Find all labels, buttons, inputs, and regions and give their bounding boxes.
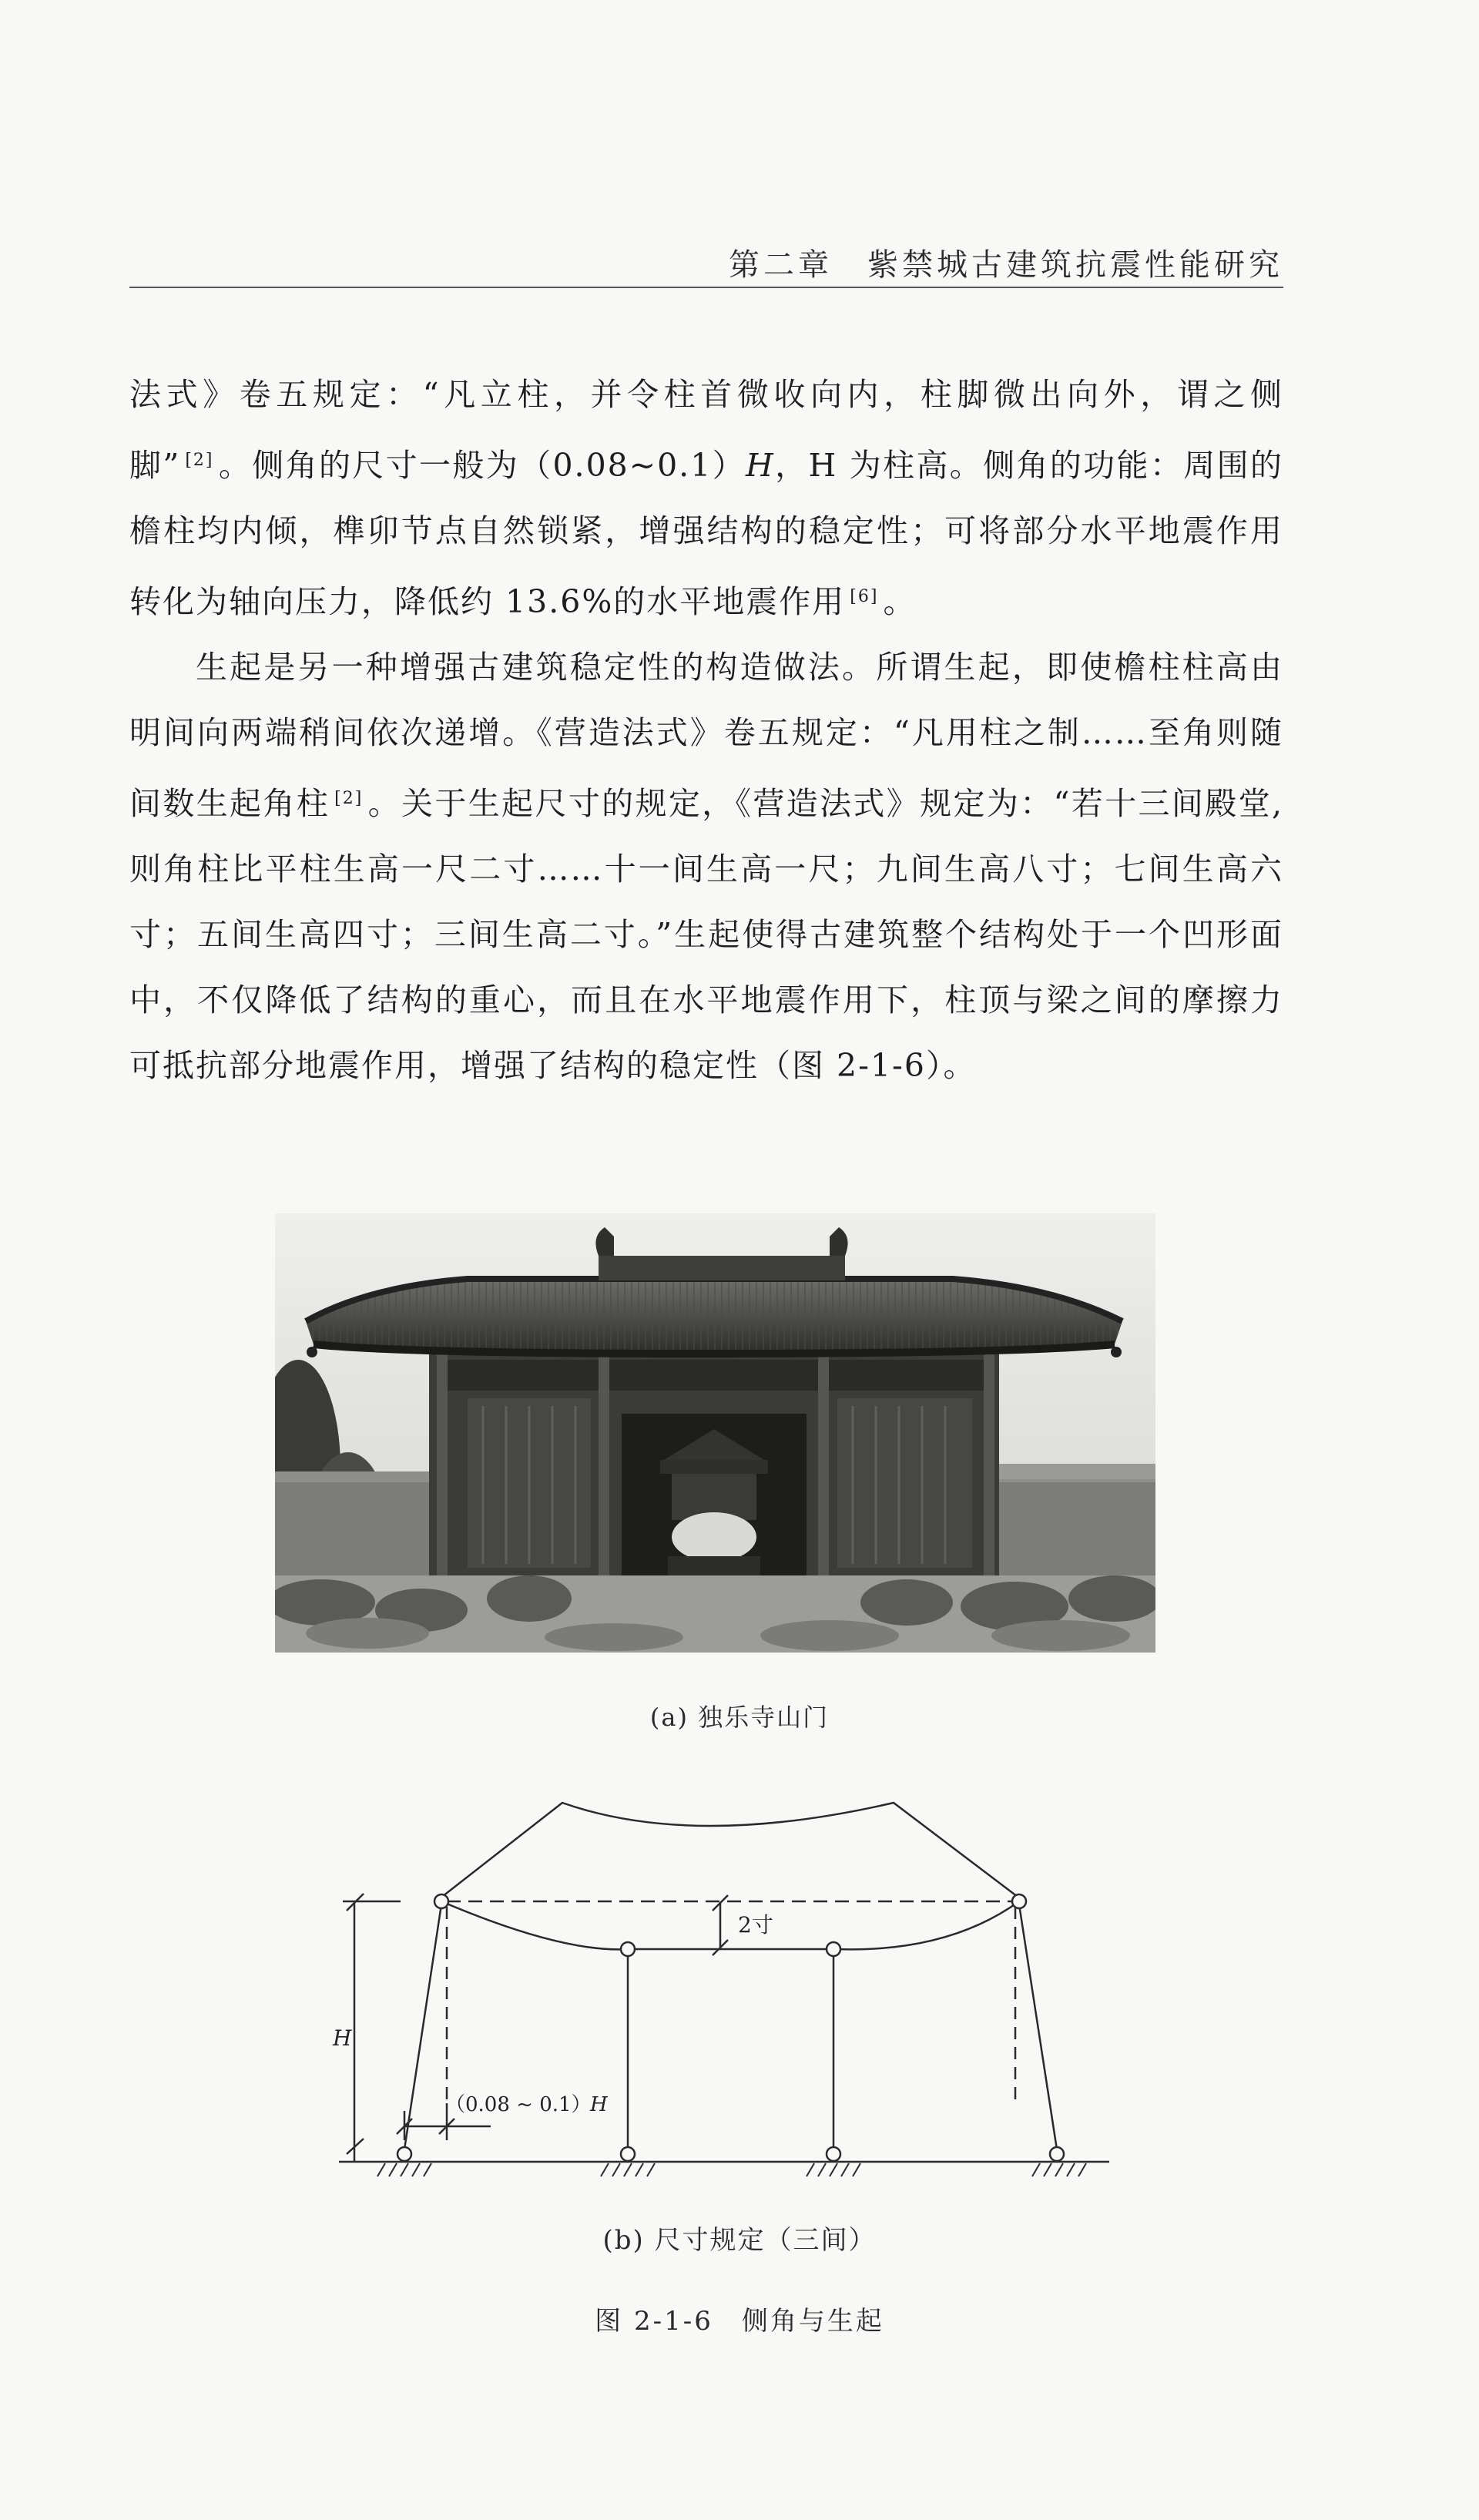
citation-2: [2] <box>185 451 214 470</box>
paragraph-1 <box>129 362 1283 635</box>
corner-column-left <box>404 1904 441 2149</box>
paragraph-2 <box>129 635 1283 1099</box>
beam-curve <box>441 1901 1019 1949</box>
height-label: H <box>333 2025 352 2051</box>
chapter-title: 第二章 紫禁城古建筑抗震性能研究 <box>729 247 1283 283</box>
roof-outline <box>439 1803 1021 1899</box>
rise-lean-diagram <box>331 1787 1125 2188</box>
running-header <box>129 231 1283 288</box>
p2-text-b: 。关于生起尺寸的规定，《营造法式》规定为：“若十三间殿堂,则角柱比平柱生高一尺二寸……十一间生高一尺；九间生高八寸；七间生高六寸；五间生高四寸；三间生高二寸。”生起使得古建筑整个结构处于一个凹形面中，不仅降低了结构的重心，而且在水平地震作用下，柱顶与梁之间的摩擦力可抵抗部分地震作用，增强了结构的稳定性（图 2-1-6）。 <box>129 785 1284 1084</box>
body-text <box>129 362 1283 1099</box>
corner-column-right <box>1019 1904 1057 2149</box>
p2-text-a: 生起是另一种增强古建筑稳定性的构造做法。所谓生起，即使檐柱柱高由明间向两端稍间依次递增。《营造法式》卷五规定：“凡用柱之制……至角则随间数生起角柱 <box>129 649 1283 822</box>
p1-text-a: 法式》卷五规定：“凡立柱，并令柱首微收向内，柱脚微出向外，谓之侧脚” <box>129 376 1283 484</box>
figure-caption: 图 2-1-6 侧角与生起 <box>595 2306 884 2337</box>
p1-text-c: ，H 为柱高。侧角的功能：周围的檐柱均内倾，榫卯节点自然锁紧，增强结构的稳定性；可将部分水平地震作用转化为轴向压力，降低约 13.6%的水平地震作用 <box>129 447 1283 620</box>
temple-gate-photo <box>275 1213 1155 1653</box>
lean-label-h: H <box>590 2093 608 2116</box>
lean-label: （0.08 ~ 0.1） <box>445 2093 592 2116</box>
p1-text-b: 。侧角的尺寸一般为（0.08~0.1） <box>218 447 746 484</box>
p1-italic-h: H <box>746 447 775 484</box>
p1-text-d: 。 <box>883 583 917 620</box>
caption-b: (b) 尺寸规定（三间） <box>602 2225 877 2256</box>
rise-label: 2寸 <box>738 1912 773 1938</box>
caption-a: (a) 独乐寺山门 <box>649 1703 830 1732</box>
citation-6: [6] <box>850 587 879 606</box>
citation-2b: [2] <box>334 789 364 808</box>
